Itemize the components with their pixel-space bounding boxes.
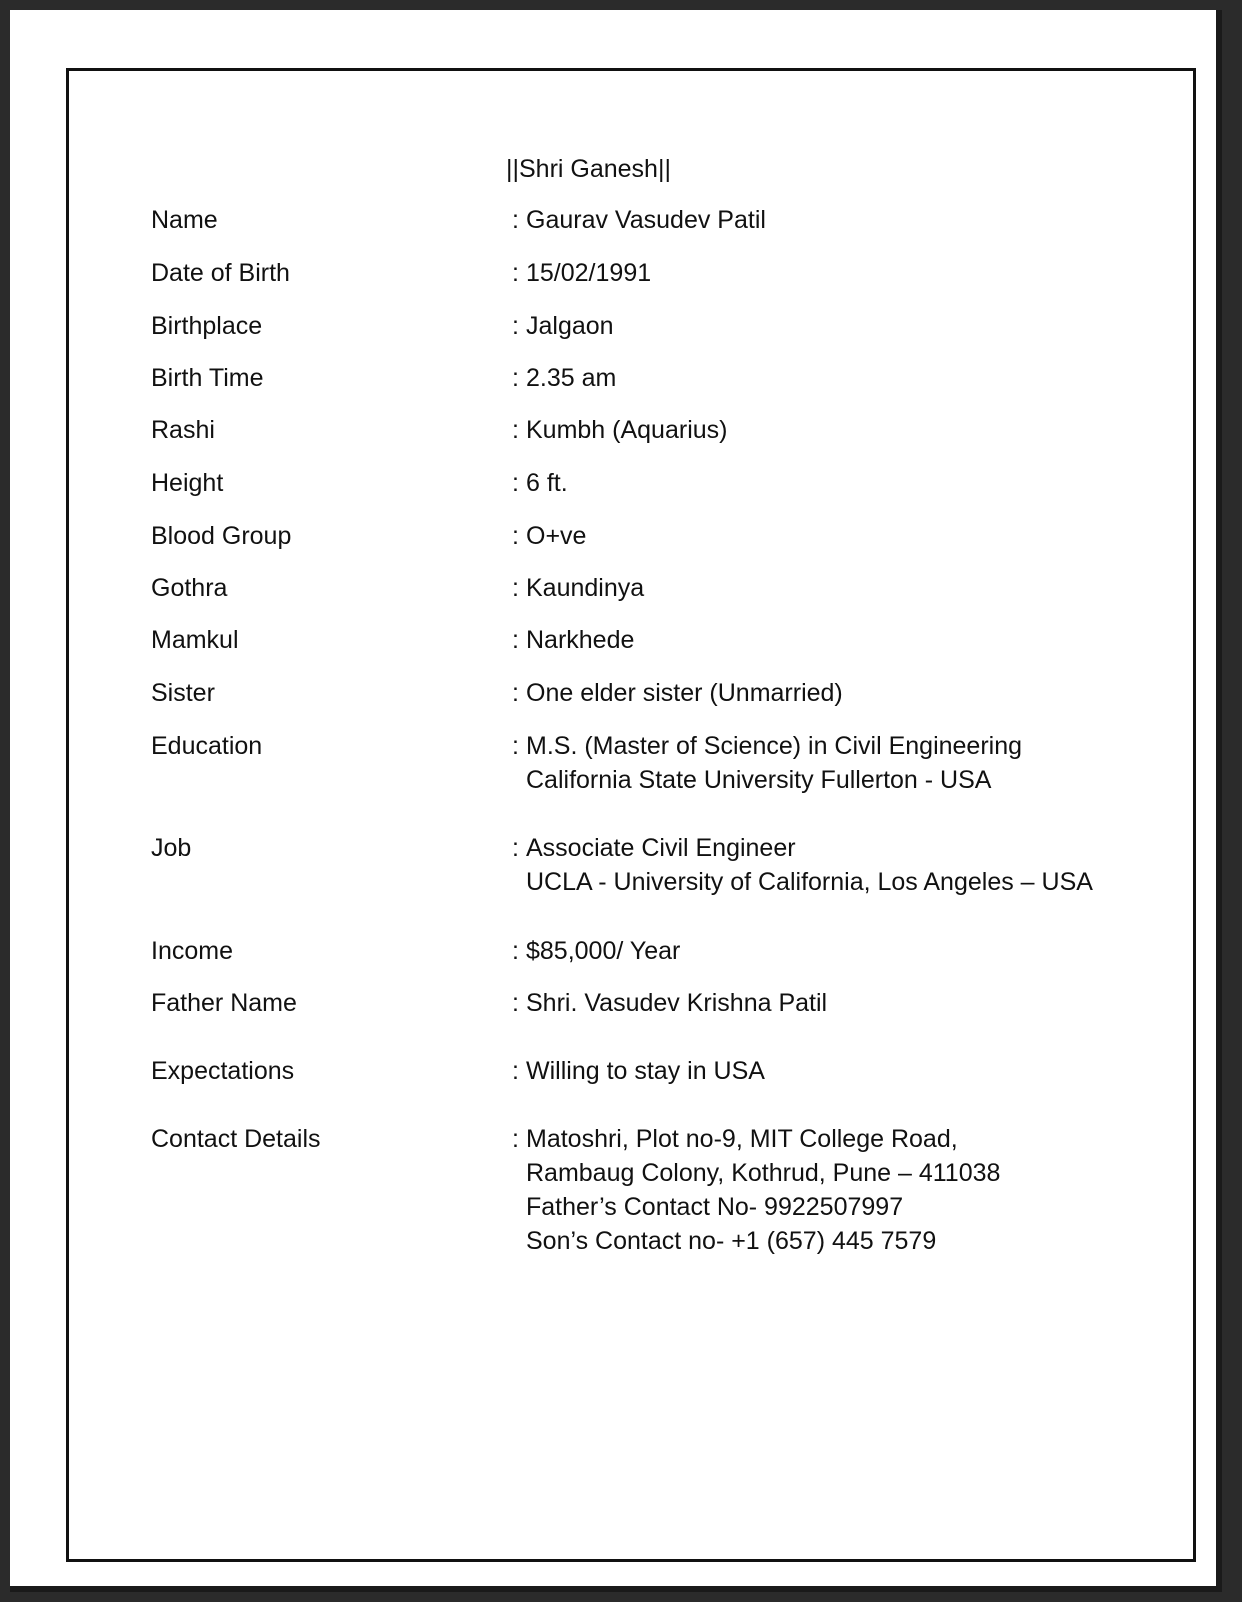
field-value-line: Kaundinya <box>526 574 645 602</box>
field-value-mamkul: : Narkhede <box>512 626 635 654</box>
field-value-line: California State University Fullerton - USA <box>526 766 992 794</box>
field-value-line: 2.35 am <box>526 364 617 392</box>
field-value-height: : 6 ft. <box>512 469 568 497</box>
field-label-date-of-birth: Date of Birth <box>151 259 290 287</box>
field-value-sister: : One elder sister (Unmarried) <box>512 679 843 707</box>
field-value-line: Father’s Contact No- 9922507997 <box>526 1193 904 1221</box>
field-value-education: : M.S. (Master of Science) in Civil Engineering California State University Fullerton - USA <box>512 729 1022 797</box>
field-label-contact-details: Contact Details <box>151 1125 321 1153</box>
field-value-rashi: : Kumbh (Aquarius) <box>512 416 728 444</box>
field-value-line: Shri. Vasudev Krishna Patil <box>526 989 828 1017</box>
field-value-line: Jalgaon <box>526 312 614 340</box>
field-label-height: Height <box>151 469 224 497</box>
field-value-line: Willing to stay in USA <box>526 1057 765 1085</box>
field-value-line: Son’s Contact no- +1 (657) 445 7579 <box>526 1227 937 1255</box>
field-value-income: : $85,000/ Year <box>512 937 681 965</box>
field-value-name: : Gaurav Vasudev Patil <box>512 206 766 234</box>
field-label-name: Name <box>151 206 218 234</box>
field-value-line: Associate Civil Engineer <box>526 834 796 862</box>
field-value-birthplace: : Jalgaon <box>512 312 614 340</box>
field-value-line: 15/02/1991 <box>526 259 652 287</box>
field-value-contact-details: : Matoshri, Plot no-9, MIT College Road, Rambaug Colony, Kothrud, Pune – 411038 Father’s Contact No- 9922507997 Son’s Contact no- +1 (657) 445 7579 <box>512 1122 1000 1258</box>
field-value-line: Rambaug Colony, Kothrud, Pune – 411038 <box>526 1159 1001 1187</box>
field-label-blood-group: Blood Group <box>151 522 292 550</box>
field-value-date-of-birth: : 15/02/1991 <box>512 259 652 287</box>
field-value-blood-group: : O+ve <box>512 522 587 550</box>
field-value-line: 6 ft. <box>526 469 568 497</box>
field-label-job: Job <box>151 834 192 862</box>
field-value-line: One elder sister (Unmarried) <box>526 679 843 707</box>
page-border <box>66 68 1196 1562</box>
field-label-gothra: Gothra <box>151 574 228 602</box>
field-value-line: Gaurav Vasudev Patil <box>526 206 766 234</box>
field-label-rashi: Rashi <box>151 416 215 444</box>
field-value-line: Narkhede <box>526 626 635 654</box>
field-label-birth-time: Birth Time <box>151 364 264 392</box>
field-label-expectations: Expectations <box>151 1057 295 1085</box>
field-label-birthplace: Birthplace <box>151 312 263 340</box>
field-value-line: M.S. (Master of Science) in Civil Engineering <box>526 732 1023 760</box>
field-value-job: : Associate Civil Engineer UCLA - University of California, Los Angeles – USA <box>512 831 1093 899</box>
field-label-education: Education <box>151 732 263 760</box>
field-value-gothra: : Kaundinya <box>512 574 645 602</box>
field-value-line: UCLA - University of California, Los Angeles – USA <box>526 868 1093 896</box>
field-label-income: Income <box>151 937 233 965</box>
field-value-line: O+ve <box>526 522 587 550</box>
field-value-line: $85,000/ Year <box>526 937 681 965</box>
field-label-sister: Sister <box>151 679 215 707</box>
field-value-line: Kumbh (Aquarius) <box>526 416 728 444</box>
field-label-father-name: Father Name <box>151 989 297 1017</box>
field-label-mamkul: Mamkul <box>151 626 239 654</box>
document-heading: ||Shri Ganesh|| <box>506 155 671 183</box>
field-value-birth-time: : 2.35 am <box>512 364 617 392</box>
document-page <box>10 10 1222 1592</box>
field-value-father-name: : Shri. Vasudev Krishna Patil <box>512 989 828 1017</box>
field-value-expectations: : Willing to stay in USA <box>512 1057 765 1085</box>
field-value-line: Matoshri, Plot no-9, MIT College Road, <box>526 1125 958 1153</box>
